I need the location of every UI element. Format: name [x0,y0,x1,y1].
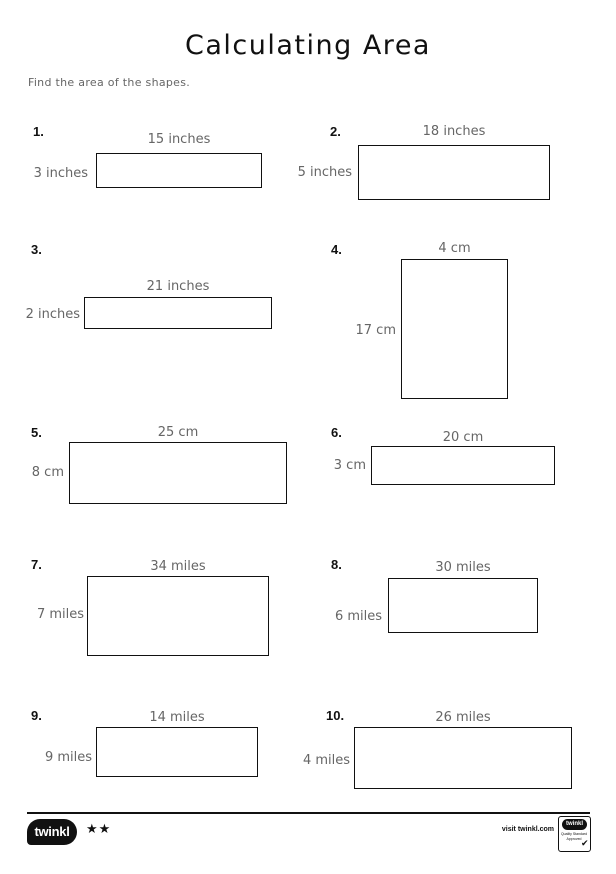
height-label: 9 miles [44,750,92,765]
width-label: 14 miles [149,710,205,725]
rectangle-shape [388,578,538,633]
rectangle-shape [358,145,550,200]
problem-number: 6. [331,425,342,440]
checkmark-icon: ✔ [581,839,589,849]
instruction-text: Find the area of the shapes. [28,76,191,89]
rectangle-shape [69,442,287,504]
width-label: 26 miles [435,710,491,725]
height-label: 2 inches [25,307,80,322]
height-label: 3 inches [33,166,88,181]
badge-caption: Quality Standard Approved [560,832,588,841]
problem-number: 3. [31,242,42,257]
visit-website-link[interactable]: visit twinkl.com [501,826,554,833]
height-label: 3 cm [333,458,366,473]
problem-number: 5. [31,425,42,440]
problem-number: 7. [31,557,42,572]
width-label: 4 cm [438,241,471,256]
width-label: 15 inches [147,132,211,147]
height-label: 6 miles [334,609,382,624]
problem-number: 4. [331,242,342,257]
rectangle-shape [401,259,508,399]
page-title: Calculating Area [185,30,431,61]
width-label: 30 miles [435,560,491,575]
rectangle-shape [371,446,555,485]
problem-number: 2. [330,124,341,139]
footer-divider [27,812,590,814]
quality-badge-icon [558,816,591,852]
problem-number: 10. [326,708,345,723]
twinkl-logo: twinkl [27,819,77,845]
rating-stars-icon: ★★ [86,822,112,837]
height-label: 4 miles [302,753,350,768]
problem-number: 9. [31,708,42,723]
width-label: 25 cm [157,425,199,440]
width-label: 34 miles [150,559,206,574]
rectangle-shape [96,153,262,188]
height-label: 7 miles [36,607,84,622]
rectangle-shape [354,727,572,789]
width-label: 20 cm [442,430,484,445]
badge-logo: twinkl [562,819,587,830]
problem-number: 8. [331,557,342,572]
height-label: 5 inches [297,165,352,180]
width-label: 18 inches [422,124,486,139]
rectangle-shape [96,727,258,777]
height-label: 8 cm [31,465,64,480]
rectangle-shape [87,576,269,656]
rectangle-shape [84,297,272,329]
height-label: 17 cm [355,323,396,338]
problem-number: 1. [33,124,44,139]
width-label: 21 inches [146,279,210,294]
